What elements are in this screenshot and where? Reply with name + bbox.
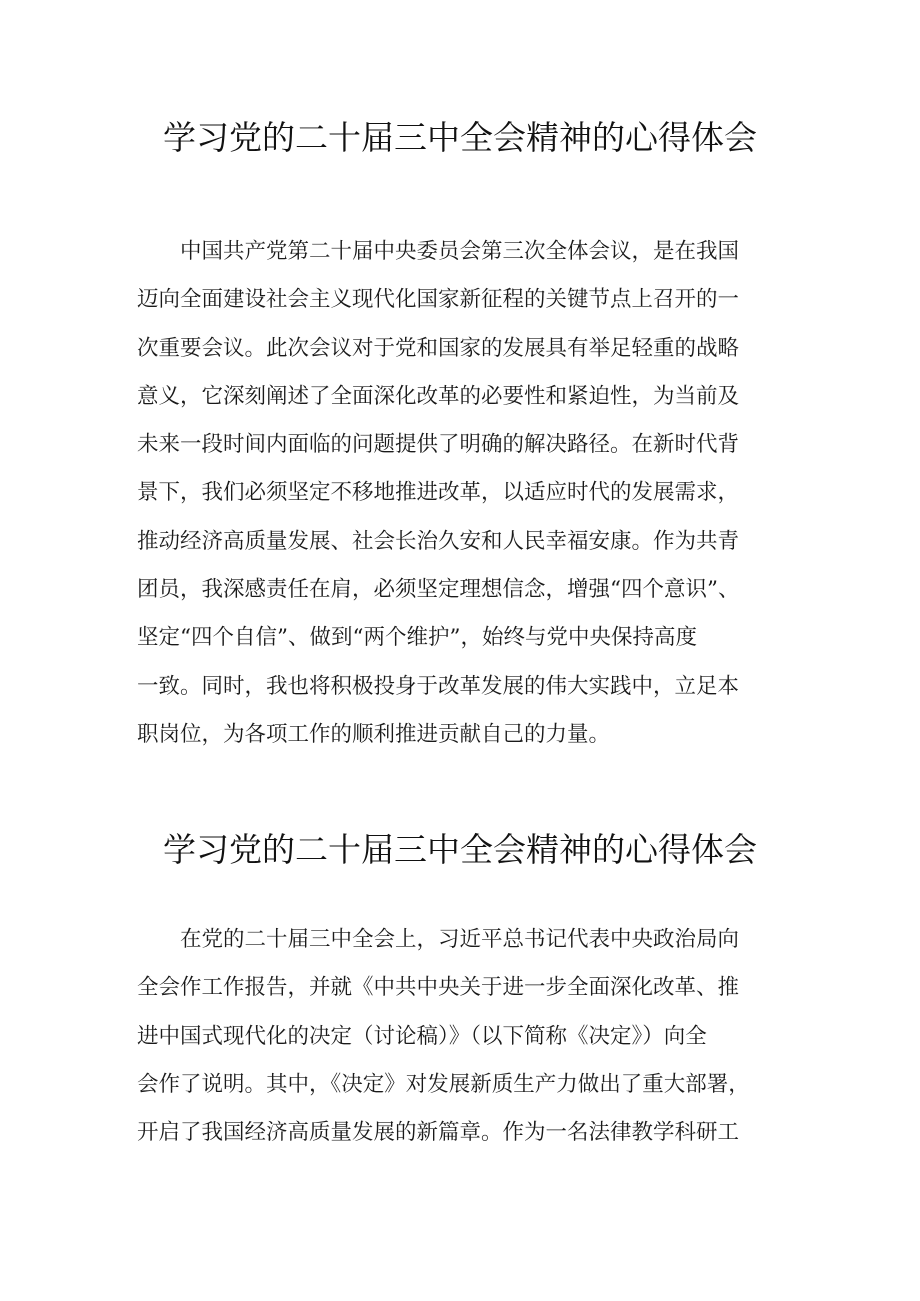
paragraph-line: 景下，我们必须坚定不移地推进改革，以适应时代的发展需求， <box>137 480 740 506</box>
paragraph-line: 推动经济高质量发展、社会长治久安和人民幸福安康。作为共青 <box>137 528 740 554</box>
section-2-title: 学习党的二十届三中全会精神的心得体会 <box>163 830 757 869</box>
paragraph-line: 团员，我深感责任在肩，必须坚定理想信念，增强“四个意识”、 <box>137 577 740 603</box>
paragraph-line: 中国共产党第二十届中央委员会第三次全体会议，是在我国 <box>137 239 740 264</box>
paragraph-line: 开启了我国经济高质量发展的新篇章。作为一名法律教学科研工 <box>137 1120 740 1146</box>
paragraph-line: 全会作工作报告，并就《中共中央关于进一步全面深化改革、推 <box>137 975 740 1001</box>
paragraph-line: 在党的二十届三中全会上，习近平总书记代表中央政治局向 <box>137 927 740 952</box>
paragraph-line: 坚定“四个自信”、做到“两个维护”，始终与党中央保持高度 <box>137 625 697 651</box>
paragraph-line: 未来一段时间内面临的问题提供了明确的解决路径。在新时代背 <box>137 432 740 458</box>
paragraph-line: 会作了说明。其中，《决定》对发展新质生产力做出了重大部署， <box>137 1071 750 1097</box>
paragraph-line: 次重要会议。此次会议对于党和国家的发展具有举足轻重的战略 <box>137 335 740 361</box>
section-1-paragraph <box>137 228 792 759</box>
paragraph-line: 一致。同时，我也将积极投身于改革发展的伟大实践中，立足本 <box>137 673 740 699</box>
paragraph-line: 职岗位，为各项工作的顺利推进贡献自己的力量。 <box>137 721 611 747</box>
paragraph-line: 进中国式现代化的决定（讨论稿）》（以下简称《决定》）向全 <box>137 1023 707 1049</box>
paragraph-line: 意义，它深刻阐述了全面深化改革的必要性和紧迫性，为当前及 <box>137 383 740 409</box>
section-2-paragraph <box>137 916 792 1157</box>
section-1-title: 学习党的二十届三中全会精神的心得体会 <box>163 118 757 157</box>
paragraph-line: 迈向全面建设社会主义现代化国家新征程的关键节点上召开的一 <box>137 287 740 313</box>
